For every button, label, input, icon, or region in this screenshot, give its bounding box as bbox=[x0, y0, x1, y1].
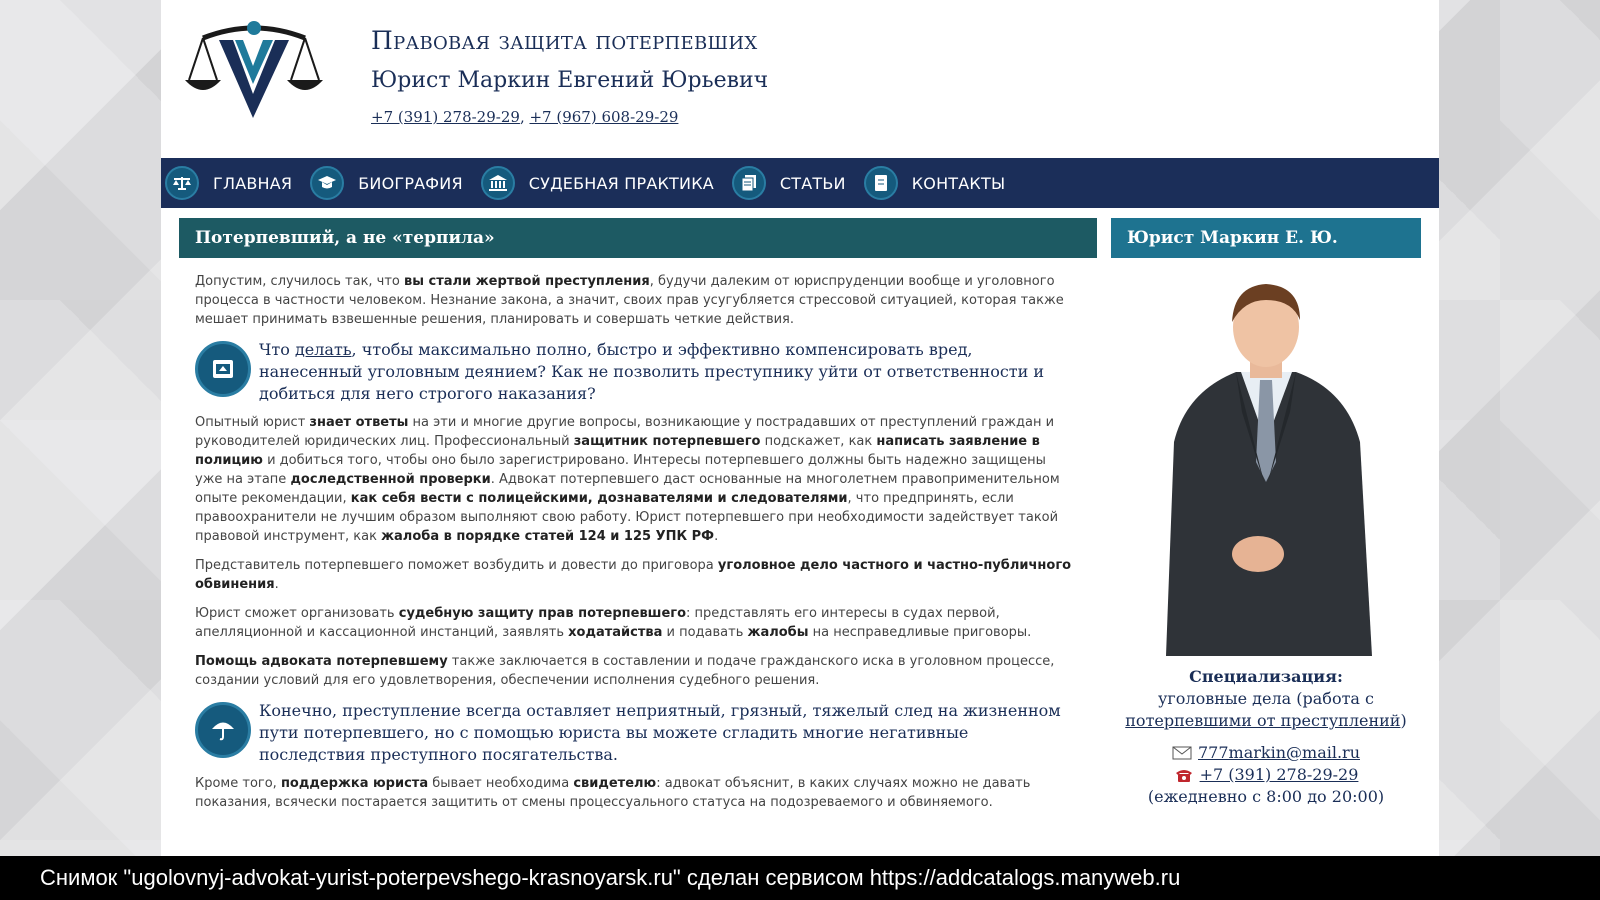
link-what-to-do[interactable]: делать bbox=[294, 340, 352, 359]
bold-text: жалобы bbox=[747, 625, 809, 640]
phone-link-1[interactable]: +7 (391) 278-29-29 bbox=[371, 108, 520, 126]
envelope-icon bbox=[1172, 746, 1192, 760]
bold-text: судебную защиту прав потерпевшего bbox=[398, 606, 687, 621]
nav-label-contacts: КОНТАКТЫ bbox=[911, 173, 1006, 193]
text: , чтобы максимально полно, быстро и эффективно компенсировать вред, нанесенный уголовным деянием? Как не позволить преступнику уйти от ответственности и добиться для него строгого наказания? bbox=[259, 340, 1045, 403]
text: также заключается в составлении и подаче гражданского иска в уголовном процессе, создании условий для его удовлетворения, обеспечении исполнения судебного решения. bbox=[195, 654, 1055, 688]
nav-label-articles: СТАТЬИ bbox=[779, 173, 846, 193]
specialization-text bbox=[1111, 688, 1421, 732]
scales-icon bbox=[165, 166, 199, 200]
callout-question-text bbox=[259, 339, 1075, 405]
nav-label-court-practice: СУДЕБНАЯ ПРАКТИКА bbox=[528, 173, 714, 193]
bold-text: ходатайства bbox=[568, 625, 663, 640]
bold-text: поддержка юриста bbox=[280, 776, 429, 791]
nav-label-home: ГЛАВНАЯ bbox=[213, 173, 293, 193]
bold-text: знает ответы bbox=[309, 415, 409, 430]
bold-text: написать заявление в полицию bbox=[195, 434, 1040, 468]
umbrella-icon bbox=[195, 702, 251, 758]
sidebar-title: Юрист Маркин Е. Ю. bbox=[1127, 228, 1338, 248]
nav-item-biography[interactable] bbox=[310, 158, 463, 208]
email-link[interactable]: 777markin@mail.ru bbox=[1198, 743, 1360, 762]
paragraph-expert bbox=[195, 413, 1075, 546]
specialization-block bbox=[1111, 666, 1421, 808]
lawyer-photo bbox=[1146, 272, 1386, 656]
paragraph-intro bbox=[195, 272, 1075, 329]
text: Допустим, случилось так, что bbox=[195, 274, 405, 289]
text: Юрист сможет организовать bbox=[195, 606, 399, 621]
nav-label-biography: БИОГРАФИЯ bbox=[358, 173, 463, 193]
victims-link[interactable]: потерпевшими от преступлений bbox=[1125, 711, 1401, 730]
nav-item-contacts[interactable] bbox=[864, 158, 1006, 208]
document-icon bbox=[195, 341, 251, 397]
phone-line bbox=[1111, 764, 1421, 786]
text: и подавать bbox=[662, 625, 748, 640]
documents-icon bbox=[732, 166, 766, 200]
text: ) bbox=[1400, 711, 1407, 730]
text: на несправедливые приговоры. bbox=[808, 625, 1032, 640]
article-title: Потерпевший, а не «терпила» bbox=[195, 228, 495, 248]
text: . bbox=[274, 577, 279, 592]
text: . Адвокат потерпевшего даст основанные на многолетнем правоприменительном опыте рекомендации, bbox=[195, 472, 1060, 506]
text: Представитель потерпевшего поможет возбудить и довести до приговора bbox=[195, 558, 718, 573]
specialization-title: Специализация: bbox=[1189, 667, 1343, 686]
text: уголовные дела (работа с bbox=[1157, 689, 1375, 708]
callout-consequences bbox=[195, 700, 1075, 766]
text: , будучи далеким от юриспруденции вообще и уголовного процесса в частности человеком. Незнание закона, а значит, своих прав усугубляется стрессовой ситуацией, которая также мешает принимать взвешенные решения, планировать и совершать четкие действия. bbox=[195, 274, 1064, 327]
article-content bbox=[195, 272, 1075, 822]
scales-logo-icon[interactable] bbox=[183, 18, 325, 122]
nav-item-articles[interactable] bbox=[732, 158, 846, 208]
graduation-cap-icon bbox=[310, 166, 344, 200]
sidebar-title-bar bbox=[1111, 218, 1421, 258]
text: бывает необходима bbox=[428, 776, 574, 791]
paragraph-court-defense bbox=[195, 604, 1075, 642]
text: и добиться того, чтобы оно было зарегистрировано. Интересы потерпевшего должны быть надежно защищены уже на этапе bbox=[195, 453, 1046, 487]
paragraph-civil-claim bbox=[195, 652, 1075, 690]
site-title: Правовая защита потерпевших bbox=[371, 26, 758, 55]
sidebar-phone-link[interactable]: +7 (391) 278-29-29 bbox=[1199, 765, 1359, 784]
paragraph-representative bbox=[195, 556, 1075, 594]
bold-text: жалоба в порядке статей 124 и 125 УПК РФ bbox=[381, 529, 715, 544]
callout-question bbox=[195, 339, 1075, 405]
text: подскажет, как bbox=[760, 434, 877, 449]
nav-item-home[interactable] bbox=[165, 158, 292, 208]
phone-separator: , bbox=[519, 108, 530, 126]
text: на эти и многие другие вопросы, возникающие у пострадавших от преступлений граждан и руководителей юридических лиц. Профессиональный bbox=[195, 415, 1055, 449]
screenshot-banner: Снимок "ugolovnyj-advokat-yurist-poterpevshego-krasnoyarsk.ru" сделан сервисом https://addcatalogs.manyweb.ru bbox=[0, 856, 1600, 900]
main-nav bbox=[161, 158, 1439, 208]
bold-text: уголовное дело частного и частно-публичного обвинения bbox=[195, 558, 1072, 592]
working-hours: (ежедневно с 8:00 до 20:00) bbox=[1147, 787, 1385, 806]
contact-card-icon bbox=[864, 166, 898, 200]
telephone-icon bbox=[1174, 767, 1194, 783]
phone-link-2[interactable]: +7 (967) 608-29-29 bbox=[529, 108, 679, 126]
header-phones bbox=[371, 108, 678, 126]
text: Опытный юрист bbox=[195, 415, 310, 430]
text: Кроме того, bbox=[195, 776, 281, 791]
bold-text: защитник потерпевшего bbox=[573, 434, 761, 449]
bold-text: Помощь адвоката потерпевшему bbox=[195, 654, 448, 669]
bold-text: как себя вести с полицейскими, дознавателями и следователями bbox=[350, 491, 848, 506]
courthouse-icon bbox=[481, 166, 515, 200]
page-container bbox=[161, 0, 1439, 856]
bold-text: свидетелю bbox=[573, 776, 657, 791]
text: : представлять его интересы в судах первой, апелляционной и кассационной инстанций, заявлять bbox=[195, 606, 1000, 640]
callout-consequences-text: Конечно, преступление всегда оставляет неприятный, грязный, тяжелый след на жизненном пути потерпевшего, но с помощью юриста вы можете сгладить многие негативные последствия преступного посягательства. bbox=[259, 701, 1061, 764]
bold-text: вы стали жертвой преступления bbox=[404, 274, 650, 289]
nav-item-court-practice[interactable] bbox=[481, 158, 714, 208]
text: Что bbox=[259, 340, 295, 359]
lawyer-name: Юрист Маркин Евгений Юрьевич bbox=[371, 68, 769, 93]
email-line bbox=[1111, 742, 1421, 764]
paragraph-witness bbox=[195, 774, 1075, 812]
text: . bbox=[714, 529, 719, 544]
text: , что предпринять, если правоохранители не лучшим образом выполняют свою работу. Юрист потерпевшего при необходимости задействует такой правовой инструмент, как bbox=[195, 491, 1059, 544]
text: : адвокат объяснит, в каких случаях можно не давать показания, всячески постарается защитить от смены процессуального статуса на подозреваемого и обвиняемого. bbox=[195, 776, 1031, 810]
article-title-bar bbox=[179, 218, 1097, 258]
bold-text: доследственной проверки bbox=[290, 472, 491, 487]
